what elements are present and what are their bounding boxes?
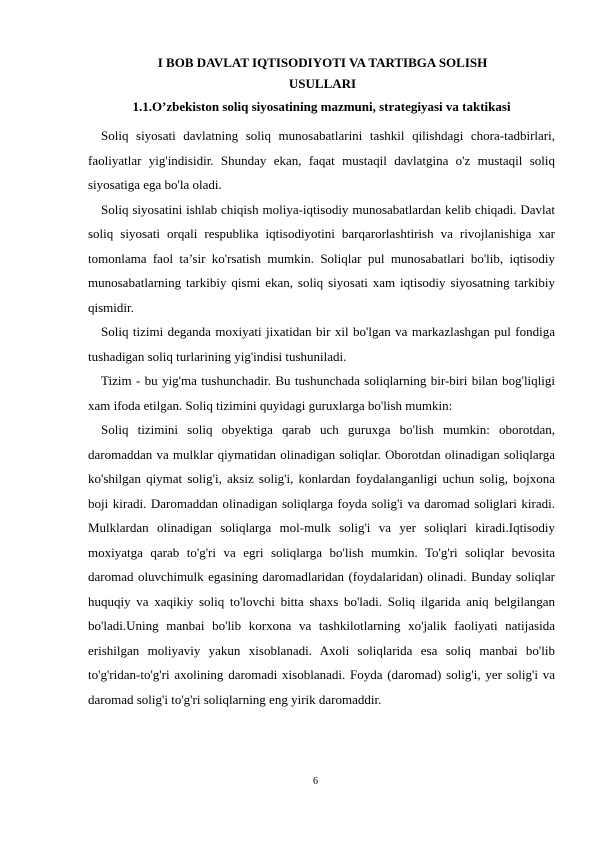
section-title: 1.1.O’zbekiston soliq siyosatining mazmuni, strategiyasi va taktikasi	[132, 99, 511, 114]
paragraph: Soliq siyosati davlatning soliq munosabatlarini tashkil qilishdagi chora-tadbirlari, faoliyatlar yig'indisidir. Shunday ekan, faqat mustaqil davlatgina o'z mustaqil soliq siyosatiga ega bo'la oladi.	[88, 128, 555, 192]
page-number: 6	[313, 776, 318, 787]
chapter-title-line-1: I BOB DAVLAT IQTISODIYOTI VA TARTIBGA SOLISH	[157, 55, 488, 70]
document-body	[88, 124, 555, 712]
paragraph: Soliq tizimini soliq obyektiga qarab uch guruxga bo'lish mumkin: oborotdan, daromaddan va mulklar qiymatidan olinadigan soliqlar. Oborotdan olinadigan soliqlarga ko'shilgan qiymat solig'i, aksiz solig'i, konlardan foydalanganligi uchun solig, bojxona boji kiradi. Daromaddan olinadigan soliqlarga foyda solig'i va daromad soliglari kiradi. Mulklardan olinadigan soliqlarga mol-mulk solig'i va yer soliqlari kiradi.Iqtisodiy moxiyatga qarab to'g'ri va egri soliqlarga bo'lish mumkin. To'g'ri soliqlar bevosita daromad oluvchimulk egasining daromadlaridan (foydalaridan) olinadi. Bunday soliqlar huquqiy va xaqikiy soliq to'lovchi bitta shaxs bo'ladi. Soliq ilgarida aniq belgilangan bo'ladi.Uning manbai bo'lib korxona va tashkilotlarning xo'jalik faoliyati natijasida erishilgan moliyaviy yakun xisoblanadi. Axoli soliqlarida esa soliq manbai bo'lib to'g'ridan-to'g'ri axolining daromadi xisoblanadi. Foyda (daromad) solig'i, yer solig'i va daromad solig'i to'g'ri soliqlarning eng yirik daromaddir.	[88, 422, 555, 707]
chapter-title-line-2: USULLARI	[288, 76, 357, 91]
paragraph: Soliq tizimi deganda moxiyati jixatidan bir xil bo'lgan va markazlashgan pul fondiga tushadigan soliq turlarining yig'indisi tushuniladi.	[88, 324, 555, 364]
paragraph: Tizim - bu yig'ma tushunchadir. Bu tushunchada soliqlarning bir-biri bilan bog'liqligi xam ifoda etilgan. Soliq tizimini quyidagi guruxlarga bo'lish mumkin:	[88, 373, 555, 413]
paragraph: Soliq siyosatini ishlab chiqish moliya-iqtisodiy munosabatlardan kelib chiqadi. Davlat soliq siyosati orqali respublika iqtisodiyotini barqarorlashtirish va rivojlanishiga xar tomonlama faol ta’sir ko'rsatish mumkin. Soliqlar pul munosabatlari bo'lib, iqtisodiy munosabatlarning tarkibiy qismi ekan, soliq siyosati xam iqtisodiy siyosatning tarkibiy qismidir.	[88, 201, 555, 315]
